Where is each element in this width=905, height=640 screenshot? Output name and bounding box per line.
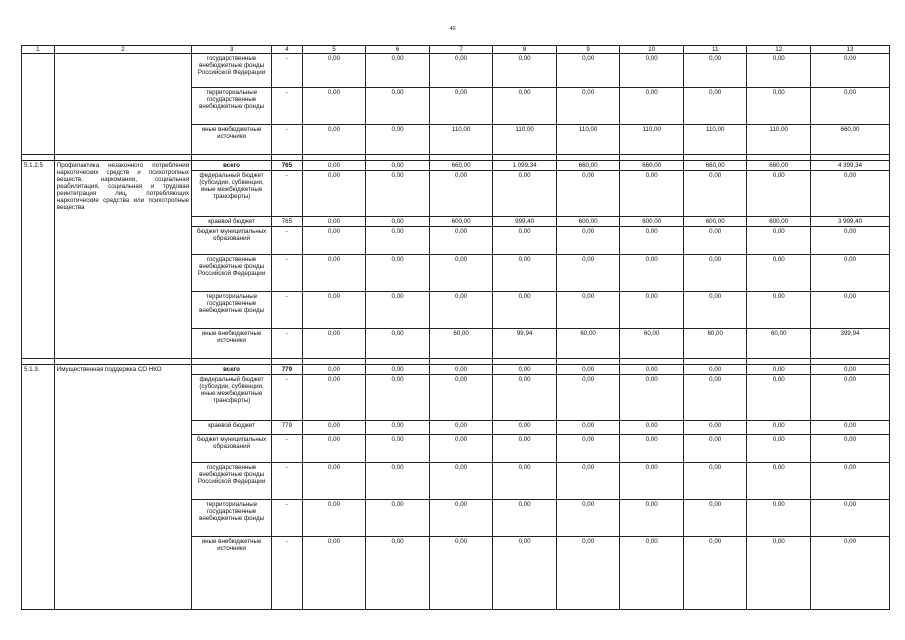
value-cell: 110,00 — [493, 125, 557, 155]
value-cell: 0,00 — [811, 375, 890, 421]
table-row — [22, 54, 890, 88]
value-cell: 660,00 — [747, 161, 811, 171]
code-cell: - — [272, 227, 303, 255]
value-cell: 0,00 — [556, 255, 620, 292]
value-cell: 0,00 — [811, 365, 890, 375]
value-cell: 0,00 — [620, 421, 684, 435]
value-cell: 0,00 — [747, 375, 811, 421]
value-cell: 0,00 — [366, 88, 430, 125]
funding-source-cell: краевой бюджет — [192, 421, 272, 435]
value-cell: 0,00 — [556, 88, 620, 125]
value-cell: 110,00 — [620, 125, 684, 155]
value-cell: 0,00 — [683, 255, 747, 292]
activity-name-cell — [54, 54, 191, 155]
code-cell: - — [272, 171, 303, 217]
row-id-cell: 5.1.2.5 — [22, 161, 55, 359]
value-cell: 600,00 — [747, 217, 811, 227]
value-cell: 600,00 — [556, 217, 620, 227]
value-cell: 4 399,34 — [811, 161, 890, 171]
value-cell: 0,00 — [620, 227, 684, 255]
value-cell: 0,00 — [811, 435, 890, 463]
value-cell: 60,00 — [556, 329, 620, 359]
value-cell: 0,00 — [366, 227, 430, 255]
code-cell: - — [272, 125, 303, 155]
value-cell: 0,00 — [366, 217, 430, 227]
value-cell: 0,00 — [302, 125, 366, 155]
value-cell: 600,00 — [683, 217, 747, 227]
value-cell: 0,00 — [747, 171, 811, 217]
value-cell: 0,00 — [429, 375, 493, 421]
value-cell: 0,00 — [493, 227, 557, 255]
value-cell: 600,00 — [620, 217, 684, 227]
value-cell: 1 099,34 — [493, 161, 557, 171]
value-cell: 0,00 — [556, 435, 620, 463]
table-row — [22, 161, 890, 171]
code-cell: - — [272, 329, 303, 359]
header-cell: 12 — [747, 46, 811, 54]
funding-source-cell: государственные внебюджетные фонды Российской Федерации — [192, 463, 272, 500]
value-cell: 0,00 — [811, 54, 890, 88]
funding-source-cell: всего — [192, 365, 272, 375]
code-cell: - — [272, 88, 303, 125]
value-cell: 0,00 — [556, 500, 620, 537]
code-cell: 779 — [272, 365, 303, 375]
code-cell: - — [272, 500, 303, 537]
code-cell: - — [272, 537, 303, 610]
value-cell: 0,00 — [811, 171, 890, 217]
value-cell: 0,00 — [683, 463, 747, 500]
funding-source-cell: территориальные государственные внебюджетные фонды — [192, 500, 272, 537]
value-cell: 0,00 — [493, 292, 557, 329]
funding-source-cell: иные внебюджетные источники — [192, 537, 272, 610]
value-cell: 0,00 — [811, 463, 890, 500]
value-cell: 0,00 — [683, 88, 747, 125]
header-cell: 6 — [366, 46, 430, 54]
value-cell: 0,00 — [429, 421, 493, 435]
value-cell: 60,00 — [683, 329, 747, 359]
value-cell: 0,00 — [302, 217, 366, 227]
funding-source-cell: государственные внебюджетные фонды Российской Федерации — [192, 255, 272, 292]
value-cell: 0,00 — [620, 255, 684, 292]
value-cell: 660,00 — [620, 161, 684, 171]
value-cell: 0,00 — [366, 125, 430, 155]
code-cell: - — [272, 463, 303, 500]
value-cell: 0,00 — [811, 500, 890, 537]
value-cell: 660,00 — [683, 161, 747, 171]
value-cell: 0,00 — [493, 435, 557, 463]
value-cell: 0,00 — [366, 365, 430, 375]
value-cell: 0,00 — [747, 88, 811, 125]
header-cell: 1 — [22, 46, 55, 54]
value-cell: 0,00 — [429, 171, 493, 217]
value-cell: 0,00 — [620, 88, 684, 125]
value-cell: 0,00 — [620, 171, 684, 217]
value-cell: 0,00 — [811, 537, 890, 610]
value-cell: 0,00 — [747, 255, 811, 292]
header-cell: 8 — [493, 46, 557, 54]
value-cell: 0,00 — [747, 365, 811, 375]
funding-source-cell: государственные внебюджетные фонды Российской Федерации — [192, 54, 272, 88]
value-cell: 0,00 — [366, 500, 430, 537]
value-cell: 0,00 — [747, 500, 811, 537]
value-cell: 0,00 — [302, 292, 366, 329]
value-cell: 600,00 — [429, 217, 493, 227]
funding-source-cell: всего — [192, 161, 272, 171]
value-cell: 999,40 — [493, 217, 557, 227]
value-cell: 0,00 — [302, 171, 366, 217]
value-cell: 0,00 — [683, 54, 747, 88]
header-row — [22, 46, 890, 54]
value-cell: 0,00 — [302, 500, 366, 537]
value-cell: 0,00 — [366, 54, 430, 88]
value-cell: 0,00 — [429, 255, 493, 292]
value-cell: 99,94 — [493, 329, 557, 359]
code-cell: - — [272, 54, 303, 88]
value-cell: 0,00 — [620, 375, 684, 421]
header-cell: 7 — [429, 46, 493, 54]
value-cell: 0,00 — [747, 537, 811, 610]
value-cell: 0,00 — [302, 329, 366, 359]
value-cell: 60,00 — [747, 329, 811, 359]
value-cell: 660,00 — [429, 161, 493, 171]
value-cell: 0,00 — [429, 435, 493, 463]
value-cell: 0,00 — [493, 537, 557, 610]
code-cell: - — [272, 292, 303, 329]
value-cell: 110,00 — [556, 125, 620, 155]
value-cell: 0,00 — [620, 292, 684, 329]
header-cell: 13 — [811, 46, 890, 54]
value-cell: 0,00 — [747, 463, 811, 500]
value-cell: 0,00 — [493, 375, 557, 421]
value-cell: 0,00 — [302, 161, 366, 171]
value-cell: 0,00 — [493, 421, 557, 435]
value-cell: 0,00 — [620, 435, 684, 463]
value-cell: 0,00 — [302, 435, 366, 463]
value-cell: 110,00 — [429, 125, 493, 155]
value-cell: 0,00 — [747, 435, 811, 463]
code-cell: 765 — [272, 161, 303, 171]
row-id-cell — [22, 54, 55, 155]
value-cell: 0,00 — [429, 227, 493, 255]
activity-name-cell: Имущественная поддержка СО НКО — [54, 365, 191, 610]
page-number: 40 — [449, 26, 456, 32]
value-cell: 0,00 — [429, 88, 493, 125]
value-cell: 0,00 — [556, 375, 620, 421]
value-cell: 0,00 — [747, 227, 811, 255]
header-cell: 10 — [620, 46, 684, 54]
header-cell: 2 — [54, 46, 191, 54]
value-cell: 0,00 — [620, 463, 684, 500]
value-cell: 0,00 — [683, 375, 747, 421]
header-cell: 4 — [272, 46, 303, 54]
value-cell: 0,00 — [493, 255, 557, 292]
value-cell: 0,00 — [366, 161, 430, 171]
header-cell: 11 — [683, 46, 747, 54]
value-cell: 660,00 — [556, 161, 620, 171]
value-cell: 0,00 — [493, 500, 557, 537]
value-cell: 0,00 — [683, 365, 747, 375]
value-cell: 0,00 — [302, 537, 366, 610]
value-cell: 0,00 — [683, 537, 747, 610]
funding-source-cell: бюджет муниципальных образований — [192, 435, 272, 463]
value-cell: 0,00 — [302, 375, 366, 421]
value-cell: 0,00 — [556, 227, 620, 255]
value-cell: 0,00 — [747, 292, 811, 329]
value-cell: 0,00 — [620, 537, 684, 610]
value-cell: 0,00 — [366, 537, 430, 610]
value-cell: 0,00 — [366, 171, 430, 217]
value-cell: 0,00 — [556, 292, 620, 329]
value-cell: 0,00 — [556, 537, 620, 610]
value-cell: 0,00 — [366, 435, 430, 463]
table-row — [22, 365, 890, 375]
budget-table — [21, 45, 890, 610]
value-cell: 0,00 — [811, 227, 890, 255]
value-cell: 0,00 — [556, 54, 620, 88]
code-cell: - — [272, 375, 303, 421]
value-cell: 0,00 — [493, 54, 557, 88]
value-cell: 0,00 — [493, 463, 557, 500]
value-cell: 0,00 — [302, 421, 366, 435]
header-cell: 5 — [302, 46, 366, 54]
funding-source-cell: иные внебюджетные источники — [192, 125, 272, 155]
funding-source-cell: краевой бюджет — [192, 217, 272, 227]
value-cell: 0,00 — [429, 292, 493, 329]
value-cell: 0,00 — [493, 171, 557, 217]
value-cell: 60,00 — [429, 329, 493, 359]
value-cell: 3 999,40 — [811, 217, 890, 227]
value-cell: 0,00 — [556, 171, 620, 217]
value-cell: 399,94 — [811, 329, 890, 359]
value-cell: 0,00 — [683, 171, 747, 217]
value-cell: 0,00 — [683, 227, 747, 255]
value-cell: 0,00 — [302, 463, 366, 500]
value-cell: 0,00 — [302, 88, 366, 125]
value-cell: 0,00 — [302, 54, 366, 88]
value-cell: 0,00 — [811, 421, 890, 435]
value-cell: 0,00 — [429, 500, 493, 537]
value-cell: 0,00 — [429, 463, 493, 500]
value-cell: 0,00 — [683, 500, 747, 537]
funding-source-cell: федеральный бюджет (субсидии, субвенции, иные межбюджетные трансферты) — [192, 171, 272, 217]
value-cell: 0,00 — [429, 537, 493, 610]
value-cell: 0,00 — [366, 421, 430, 435]
value-cell: 0,00 — [620, 500, 684, 537]
value-cell: 0,00 — [493, 365, 557, 375]
funding-source-cell: территориальные государственные внебюджетные фонды — [192, 88, 272, 125]
value-cell: 0,00 — [556, 421, 620, 435]
value-cell: 110,00 — [683, 125, 747, 155]
value-cell: 0,00 — [811, 255, 890, 292]
code-cell: 779 — [272, 421, 303, 435]
table-body — [22, 46, 890, 610]
value-cell: 0,00 — [493, 88, 557, 125]
value-cell: 110,00 — [747, 125, 811, 155]
code-cell: - — [272, 435, 303, 463]
funding-source-cell: территориальные государственные внебюджетные фонды — [192, 292, 272, 329]
value-cell: 0,00 — [429, 54, 493, 88]
value-cell: 0,00 — [302, 365, 366, 375]
value-cell: 60,00 — [620, 329, 684, 359]
value-cell: 0,00 — [366, 375, 430, 421]
value-cell: 0,00 — [683, 421, 747, 435]
funding-source-cell: иные внебюджетные источники — [192, 329, 272, 359]
code-cell: - — [272, 255, 303, 292]
value-cell: 0,00 — [302, 227, 366, 255]
value-cell: 0,00 — [556, 365, 620, 375]
value-cell: 0,00 — [683, 435, 747, 463]
value-cell: 0,00 — [366, 292, 430, 329]
value-cell: 0,00 — [683, 292, 747, 329]
funding-source-cell: бюджет муниципальных образований — [192, 227, 272, 255]
value-cell: 0,00 — [620, 365, 684, 375]
header-cell: 3 — [192, 46, 272, 54]
value-cell: 0,00 — [366, 463, 430, 500]
value-cell: 0,00 — [302, 255, 366, 292]
value-cell: 0,00 — [366, 255, 430, 292]
value-cell: 0,00 — [747, 54, 811, 88]
value-cell: 0,00 — [366, 329, 430, 359]
value-cell: 0,00 — [811, 292, 890, 329]
value-cell: 0,00 — [811, 88, 890, 125]
code-cell: 765 — [272, 217, 303, 227]
header-cell: 9 — [556, 46, 620, 54]
activity-name-cell: Профилактика незаконного потребления наркотических средств и психотропных веществ, наркомании, социальная реабилитация, социальная и трудовая реинтеграция лиц, потребляющих наркотические средства или психотропные вещества — [54, 161, 191, 359]
value-cell: 0,00 — [747, 421, 811, 435]
value-cell: 0,00 — [620, 54, 684, 88]
value-cell: 0,00 — [556, 463, 620, 500]
value-cell: 660,00 — [811, 125, 890, 155]
value-cell: 0,00 — [429, 365, 493, 375]
funding-source-cell: федеральный бюджет (субсидии, субвенции, иные межбюджетные трансферты) — [192, 375, 272, 421]
row-id-cell: 5.1.3. — [22, 365, 55, 610]
